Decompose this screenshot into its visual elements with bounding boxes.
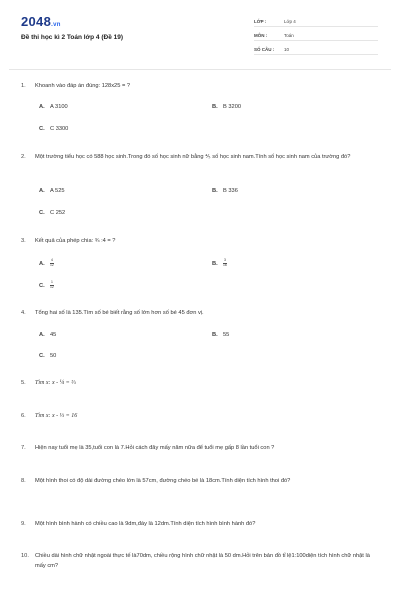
question-number: 9.	[21, 521, 26, 527]
question-text: Khoanh vào đáp án đúng: 128x25 = ?	[35, 83, 131, 89]
meta-value: Toán	[284, 33, 294, 38]
question-text: Một trường tiểu học có 588 học sinh.Trong đó số học sinh nữ bằng ⅘ số học sinh nam.Tính số học sinh nam của trường đó?	[35, 154, 351, 160]
fraction: $\frac{1}{12}$	[50, 280, 54, 289]
question-number: 7.	[21, 445, 26, 451]
meta-grade	[254, 15, 378, 27]
question-text: Một hình thoi có độ dài đường chéo lớn là 57cm, đường chéo bé là 18cm.Tính diện tích hình thoi đó?	[35, 478, 291, 484]
question-text: Tìm x: x - ¼ = ⅔	[35, 380, 76, 386]
question-number: 6.	[21, 413, 26, 419]
header-divider	[9, 69, 391, 70]
meta-key: MÔN :	[254, 33, 268, 38]
exam-title: Đề thi học kì 2 Toán lớp 4 (Đề 19)	[21, 34, 124, 41]
question-number: 8.	[21, 478, 26, 484]
question-number: 4.	[21, 310, 26, 316]
fraction: $\frac{3}{16}$	[223, 258, 227, 267]
question-number: 10.	[21, 553, 29, 559]
question-text: Một hình bình hành có chiều cao là 9dm,đáy là 12dm.Tính diện tích hình bình hành đó?	[35, 521, 256, 527]
question-number: 2.	[21, 154, 26, 160]
fraction: $\frac{4}{12}$	[50, 258, 54, 267]
meta-key: LỚP :	[254, 19, 267, 24]
question-number: 5.	[21, 380, 26, 386]
meta-value: Lớp 4	[284, 19, 296, 24]
question-number: 3.	[21, 238, 26, 244]
exam-header	[0, 0, 400, 62]
meta-question-count	[254, 43, 378, 55]
question-text: Hiện nay tuổi mẹ là 35,tuổi con là 7.Hỏi cách đây mấy năm nữa để tuổi mẹ gấp 8 lần tuổi con ?	[35, 445, 275, 451]
question-8	[21, 476, 380, 496]
meta-key: SỐ CÂU :	[254, 47, 275, 52]
question-2	[21, 152, 380, 172]
question-text: Kết quả của phép chia: ¾ :4 = ?	[35, 238, 116, 244]
question-10	[21, 551, 380, 571]
meta-subject	[254, 29, 378, 41]
question-text: Tìm x: x - ⅓ = 16	[35, 413, 78, 419]
question-number: 1.	[21, 83, 26, 89]
site-logo[interactable]: 2048.vn	[21, 14, 61, 29]
question-text: Chiều dài hình chữ nhật ngoài thực tế là70dm, chiều rộng hình chữ nhật là 50 dm.Hỏi trên bản đồ tỉ lệ1:100diện tích hình chữ nhật là mấy cm?	[35, 553, 370, 569]
question-text: Tổng hai số là 135.Tìm số bé biết rằng số lớn hơn số bé 45 đơn vị.	[35, 310, 204, 316]
meta-value: 10	[284, 47, 290, 52]
